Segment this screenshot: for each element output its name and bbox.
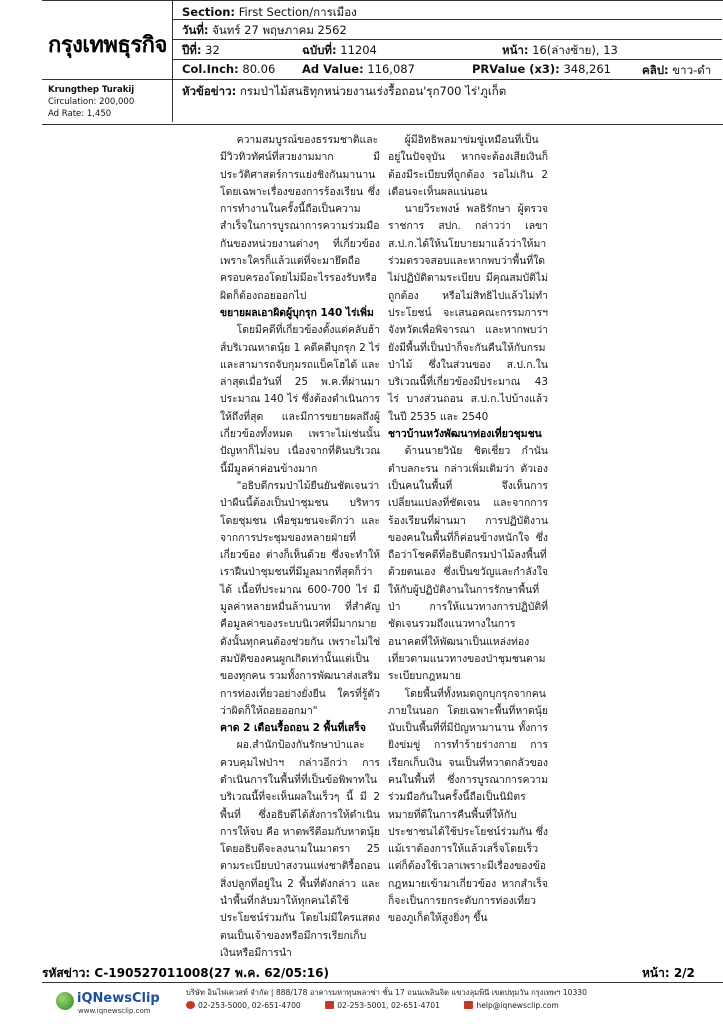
fax-icon: [325, 1001, 334, 1009]
divider: [172, 19, 722, 20]
email-icon: [464, 1001, 473, 1009]
paragraph: ด้านนายวินัย ชิดเชี่ยว กำนันตำบลกะรน กล่าวเพิ่มเติมว่า ตัวเองเป็นคนในพื้นที่ จึงเห็นการเปลี่ยนแปลงที่ชัดเจน และจากการร้องเรียนที่ผ่านมา การปฏิบัติงานของคนในพื้นที่ก็ค่อนข้างหนักใจ ซึ่งถือว่าโชคดีที่อธิบดีกรมป่าไม้ลงพื้นที่ด้วยตนเอง ซึ่งเป็นขวัญและกำลังใจให้กับผู้ปฏิบัติงานในการรักษาพื้นที่ป่า การให้แนวทางการปฏิบัติที่ชัดเจนรวมถึงแนวทางในการอนาคตที่ให้พัฒนาเป็นแหล่งท่องเที่ยวตามแนวทางของป่าชุมชนตามระเบียบกฎหมาย: [388, 445, 548, 683]
page-counter: หน้า: 2/2: [642, 966, 695, 980]
advalue-field: Ad Value: 116,087: [302, 62, 415, 76]
subheading: คาด 2 เดือนรื้อถอน 2 พื้นที่เสร็จ: [220, 722, 366, 735]
paragraph: ผู้มีอิทธิพลมาข่มขู่เหมือนที่เป็นอยู่ในปัจจุบัน หากจะต้องเสียเงินก็ต้องมีระเบียบที่ถูกต้อง รอไม่เกิน 2 เดือนจะเห็นผลแน่นอน: [388, 134, 548, 198]
paragraph: โดยมีคดีที่เกี่ยวข้องตั้งแต่คลับฮ้าส์บริเวณหาดนุ้ย 1 คดีคดีบุกรุก 2 ไร่ และสามารถจับกุมรถแบ็คโฮได้ และล่าสุดเมื่อวันที่ 25 พ.ค.ที่ผ่านมาประมาณ 140 ไร่ ซึ่งต้องดำเนินการให้ถึงที่สุด และมีการขยายผลถึงผู้เกี่ยวข้องทั้งหมด เพราะไม่เช่นนั้นปัญหาก็ไม่จบ เนื่องจากที่ดินบริเวณนี้มีมูลค่าค่อนข้างมาก: [220, 324, 380, 475]
year-field: ปีที่: 32: [182, 43, 220, 57]
publication-name: กรุงเทพธุรกิจ: [48, 33, 167, 58]
section-row: Section: First Section/การเมือง: [182, 5, 357, 19]
paragraph: "อธิบดีกรมป่าไม้ยืนยันชัดเจนว่าป่าผืนนี้ต้องเป็นป่าชุมชน บริหารโดยชุมชน เพื่อชุมชนจะดีกว่า และจากการประชุมของหลายฝ่ายที่เกี่ยวข้อง ต่างก็เห็นด้วย ซึ่งจะทำให้เราฝืนป่าชุมชนที่มีมูลมากที่สุดก็ว่าได้ เนื้อที่ประมาณ 600-700 ไร่ มีมูลค่าหลายหมื่นล้านบาท ที่สำคัญคือมูลค่าของระบบนิเวศที่มีมากมาย ดังนั้นทุกคนต้องช่วยกัน เพราะไม่ใช่สมบัติของคนผูกเกิดเท่านั้นแต่เป็นของทุกคน รวมทั้งการพัฒนาส่งเสริมการท่องเที่ยวอย่างยั่งยืน ใครที่รู้ตัวว่าผิดก็ให้ถอยออกมา": [220, 479, 380, 717]
article-column-2: [388, 132, 548, 928]
clip-header: [42, 0, 723, 125]
phone-number: 02-253-5000, 02-651-4700: [198, 1001, 301, 1010]
company-line: บริษัท อินไฟเควสท์ จำกัด | 888/178 อาคารมหาทุนพลาซ่า ชั้น 17 ถนนเพลินจิต แขวงลุมพินี เขตปทุมวัน กรุงเทพฯ 10330: [186, 988, 587, 997]
subheading: ขยายผลเอาผิดผู้บุกรุก 140 ไร่เพิ่ม: [220, 306, 374, 319]
news-id: รหัสข่าว: C-190527011008(27 พ.ค. 62/05:16): [42, 966, 329, 980]
globe-icon: [56, 992, 74, 1010]
divider: [172, 79, 722, 80]
subheading: ชาวบ้านหวังพัฒนาท่องเที่ยวชุมชน: [388, 428, 542, 441]
publication-name-en: Krungthep Turakij: [48, 85, 135, 95]
article-clip: [220, 132, 570, 992]
divider: [172, 59, 722, 60]
article-column-1: [220, 132, 380, 962]
ad-rate: Ad Rate: 1,450: [48, 109, 112, 119]
paragraph: โดยพื้นที่ทั้งหมดถูกบุกรุกจากคนภายในนอก โดยเฉพาะพื้นที่หาดนุ้ย นับเป็นพื้นที่ที่มีปัญหามานาน ทั้งการยิงข่มขู่ การทำร้ายร่างกาย การเรียกเก็บเงิน จนเป็นที่หวาดกลัวของคนในพื้นที่ ซึ่งการบูรณาการความร่วมมือกันในครั้งนี้ถือเป็นนิมิตรหมายที่ดีในการคืนพื้นที่ให้กับประชาชนได้ใช้ประโยชน์ร่วมกัน ซึ่งแม้เราต้องการให้แล้วเสร็จโดยเร็วแต่ก็ต้องใช้เวลาเพราะมีเรื่องของข้อกฎหมายเข้ามาเกี่ยวข้อง หากสำเร็จก็จะเป็นการยกระดับการท่องเที่ยวของภูเก็ตให้สูงยิ่งๆ ขึ้น: [388, 687, 548, 925]
page-field: หน้า: 16(ล่างซ้าย), 13: [502, 43, 618, 57]
logo-text: iQNewsClip: [77, 991, 160, 1006]
issue-field: ฉบับที่: 11204: [302, 43, 377, 57]
clip-metadata: [182, 1, 722, 122]
footer-bar: [42, 982, 723, 1017]
clip-type-field: คลิป: ขาว-ดำ: [642, 63, 712, 77]
paragraph: นายวีระพงษ์ พลธิรักษา ผู้ตรวจราชการ สปก. กล่าวว่า เลขา ส.ป.ก.ได้ให้นโยบายมาแล้วว่าให้มาร่วมตรวจสอบและหากพบว่าพื้นที่ใดไม่ปฏิบัติตามระเบียบ มีคุณสมบัติไม่ถูกต้อง หรือไม่สิทธิไปแล้วไม่ทำประโยชน์ จะเสนอคณะกรรมการฯ จังหวัดเพื่อพิจารณา และหากพบว่า ยังมีพื้นที่เป็นป่าก็จะกันคืนให้กับกรมป่าไม้ ซึ่งในส่วนของ ส.ป.ก.ในบริเวณนี้ที่เกี่ยวข้องมีประมาณ 43 ไร่ บางส่วนถอน ส.ป.ก.ไปบ้างแล้วในปี 2535 และ 2540: [388, 203, 548, 423]
date-row: วันที่: จันทร์ 27 พฤษภาคม 2562: [182, 23, 347, 37]
contact-row: [186, 1001, 559, 1010]
divider: [42, 79, 172, 80]
email-address: help@iqnewsclip.com: [476, 1001, 559, 1010]
paragraph: ความสมบูรณ์ของธรรมชาติและมีวิวทิวทัศน์ที่สวยงามมาก มีประวัติศาสตร์การแย่งชิงกันมานานโดยเฉพาะเรื่องของการร้องเรียน ซึ่งการทำงานในครั้งนี้ถือเป็นความสำเร็จในการบูรณาการความร่วมมือกันของหน่วยงานต่างๆ ที่เกี่ยวข้อง เพราะใครก็แล้วแต่ที่จะมายึดถือครอบครองโดยไม่มีอะไรรองรับหรือผิดก็ต้องถอยออกไป: [220, 134, 380, 302]
paragraph: ผอ.สำนักป้องกันรักษาป่าและควบคุมไฟป่าฯ กล่าวอีกว่า การดำเนินการในพื้นที่ที่เป็นข้อพิพาทในบริเวณนี้ที่จะเห็นผลในเร็วๆ นี้ มี 2 พื้นที่ ซึ่งอธิบดีได้สั่งการให้ดำเนินการให้จบ คือ หาดพรีตีอมกับหาดนุ้ย โดยอธิบดีจะลงนามในมาตรา 25 ตามระเบียบป่าสงวนแห่งชาติรื้อถอนสิ่งปลูกที่อยู่ใน 2 พื้นที่ดังกล่าว และนำพื้นที่กลับมาให้ทุกคนได้ใช้ประโยชน์ร่วมกัน โดยไม่มีใครแสดงตนเป็นเจ้าของหรือมีการเรียกเก็บเงินหรือมีการนำ: [220, 739, 380, 959]
fax-number: 02-253-5001, 02-651-4701: [337, 1001, 440, 1010]
publication-box: [42, 1, 173, 122]
divider: [172, 39, 722, 40]
phone-icon: [186, 1001, 195, 1009]
logo-url: www.iqnewsclip.com: [78, 1007, 151, 1015]
circulation: Circulation: 200,000: [48, 97, 135, 107]
colinch-field: Col.Inch: 80.06: [182, 62, 276, 76]
prvalue-field: PRValue (x3): 348,261: [472, 62, 611, 76]
headline-row: หัวข้อข่าว: กรมป่าไม้สนธิทุกหน่วยงานเร่งรื้อถอน'รุก700 ไร่'ภูเก็ต: [182, 84, 507, 98]
iqnewsclip-logo: [56, 991, 166, 1015]
